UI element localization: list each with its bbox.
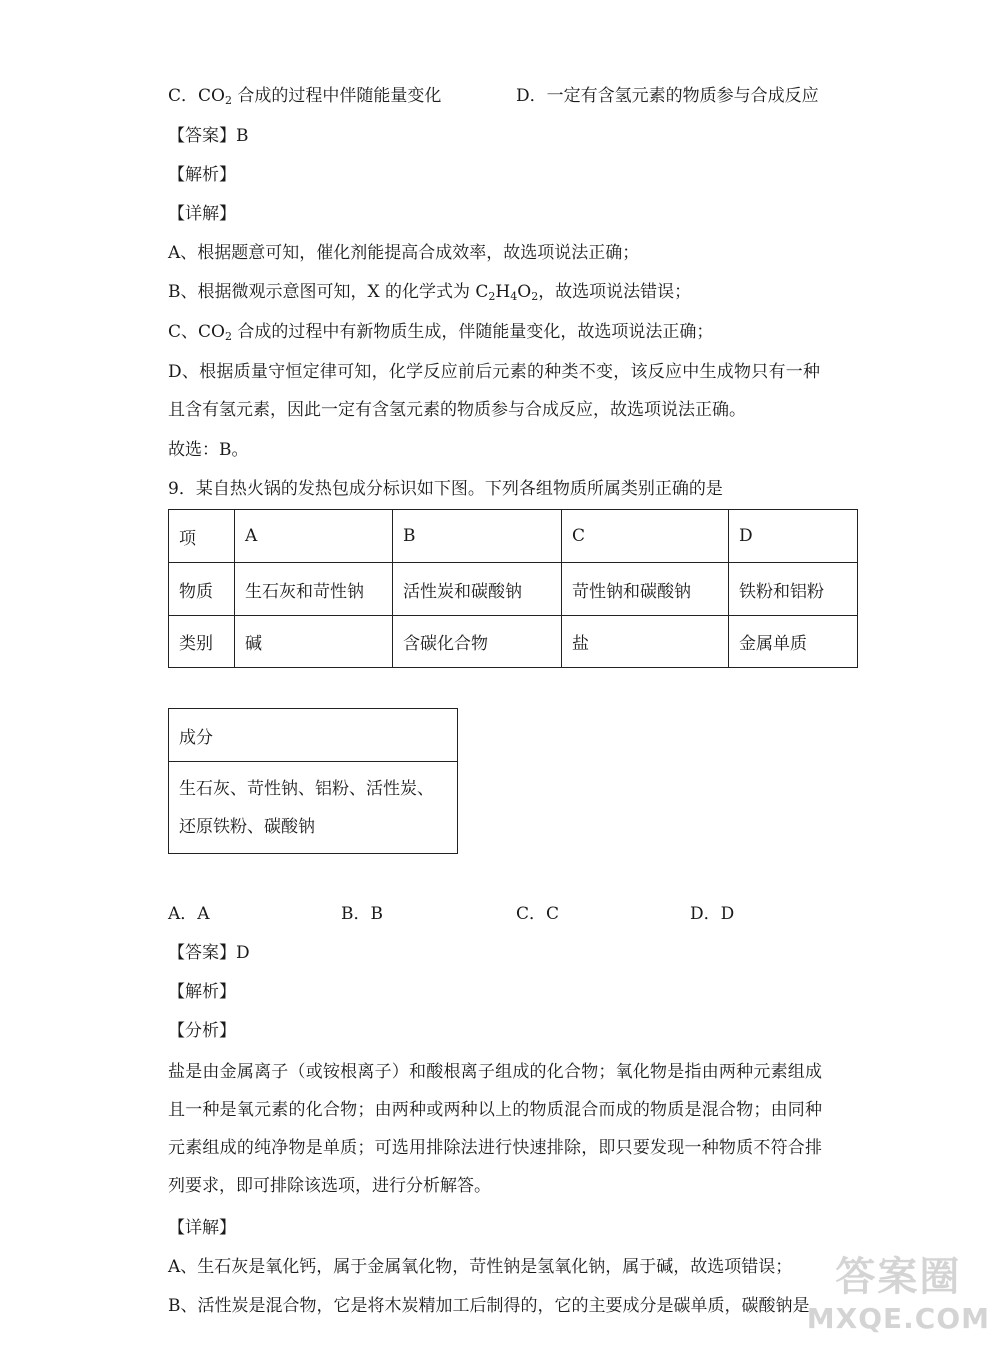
detail-line-b: B、根据微观示意图可知，X 的化学式为 $C_2H_4O_2$，故选项说法错误；	[168, 282, 692, 303]
detail-line-a: A、生石灰是氧化钙，属于金属氧化物，苛性钠是氢氧化钠，属于碱，故选项错误；	[168, 1257, 793, 1277]
table-cell: D	[729, 510, 858, 563]
table-row	[169, 563, 858, 616]
watermark-logo: 答案圈	[835, 1254, 962, 1300]
option-d: D．一定有含氢元素的物质参与合成反应	[516, 86, 819, 106]
table-cell: B	[393, 510, 562, 563]
detail-line-d: D、根据质量守恒定律可知，化学反应前后元素的种类不变，该反应中生成物只有一种且含有氢元素，因此一定有含氢元素的物质参与合成反应，故选项说法正确。	[168, 362, 820, 420]
ingredients-list-row	[169, 762, 458, 854]
option-b: B．B	[341, 904, 383, 924]
ingredients-box	[168, 708, 458, 854]
analysis-heading: 【解析】	[168, 165, 236, 185]
review-text: 盐是由金属离子（或铵根离子）和酸根离子组成的化合物；氧化物是指由两种元素组成且一种是氧元素的化合物；由两种或两种以上的物质混合而成的物质是混合物；由同种元素组成的纯净物是单质；可选用排除法进行快速排除，即只要发现一种物质不符合排列要求，即可排除该选项，进行分析解答。	[168, 1062, 822, 1196]
answer-label: 【答案】D	[168, 943, 250, 963]
table-cell: 项	[169, 510, 235, 563]
table-cell: A	[235, 510, 393, 563]
ingredients-list	[169, 762, 458, 854]
table-cell: 物质	[169, 563, 235, 616]
answer-label: 【答案】B	[168, 126, 249, 146]
conclusion: 故选：B。	[168, 440, 249, 460]
table-row	[169, 616, 858, 668]
table-cell: 金属单质	[729, 616, 858, 668]
analysis-heading: 【解析】	[168, 982, 236, 1002]
ingredients-title-row	[169, 709, 458, 762]
detail-line-c: C、$CO_2$ 合成的过程中有新物质生成，伴随能量变化，故选项说法正确；	[168, 322, 714, 343]
option-c: C．$CO_2$ 合成的过程中伴随能量变化	[168, 86, 442, 107]
table-cell: 活性炭和碳酸钠	[393, 563, 562, 616]
table-cell: 苛性钠和碳酸钠	[562, 563, 729, 616]
option-d: D．D	[690, 904, 735, 924]
table-cell: 生石灰和苛性钠	[235, 563, 393, 616]
table-cell: 铁粉和铝粉	[729, 563, 858, 616]
question-stem: 9．某自热火锅的发热包成分标识如下图。下列各组物质所属类别正确的是	[168, 479, 723, 499]
category-table	[168, 509, 858, 668]
detail-heading: 【详解】	[168, 204, 236, 224]
table-cell: C	[562, 510, 729, 563]
detail-line-b: B、活性炭是混合物，它是将木炭精加工后制得的，它的主要成分是碳单质，碳酸钠是	[168, 1296, 810, 1316]
detail-heading: 【详解】	[168, 1218, 236, 1238]
watermark-site: MXQE.COM	[806, 1302, 990, 1335]
option-a: A．A	[168, 904, 210, 924]
detail-line-a: A、根据题意可知，催化剂能提高合成效率，故选项说法正确；	[168, 243, 640, 263]
ingredients-title: 成分	[169, 709, 458, 762]
table-cell: 碱	[235, 616, 393, 668]
table-cell: 类别	[169, 616, 235, 668]
table-header-row	[169, 510, 858, 563]
review-heading: 【分析】	[168, 1021, 236, 1041]
table-cell: 含碳化合物	[393, 616, 562, 668]
option-c: C．C	[516, 904, 560, 924]
ingredients-line: 生石灰、苛性钠、铝粉、活性炭、	[179, 778, 434, 799]
watermark	[807, 1245, 990, 1335]
table-cell: 盐	[562, 616, 729, 668]
ingredients-line: 还原铁粉、碳酸钠	[179, 816, 315, 837]
